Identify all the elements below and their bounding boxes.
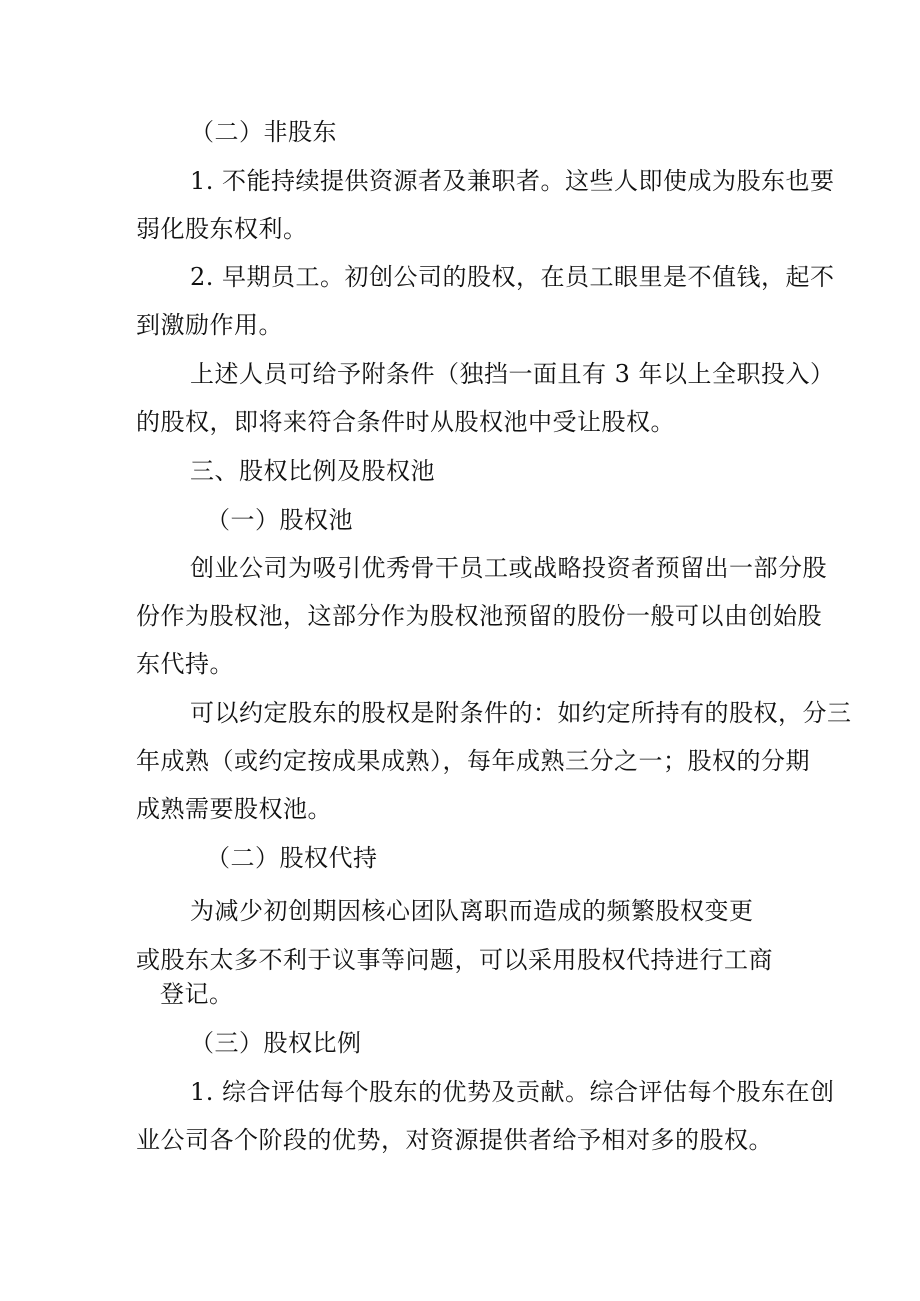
paragraph-line: 业公司各个阶段的优势，对资源提供者给予相对多的股权。: [136, 1126, 773, 1154]
paragraph-line: 可以约定股东的股权是附条件的：如约定所持有的股权，分三: [190, 699, 852, 727]
paragraph-line: 份作为股权池，这部分作为股权池预留的股份一般可以由创始股: [136, 602, 822, 630]
paragraph-line: 弱化股东权利。: [136, 215, 308, 243]
heading-equity-ratio: （三）股权比例: [190, 1029, 362, 1057]
paragraph-line: 登记。: [160, 980, 234, 1008]
paragraph-line: 或股东太多不利于议事等问题，可以采用股权代持进行工商: [136, 946, 773, 974]
paragraph-line: 的股权，即将来符合条件时从股权池中受让股权。: [136, 408, 675, 436]
paragraph-line: 年成熟（或约定按成果成熟），每年成熟三分之一；股权的分期: [136, 747, 810, 775]
paragraph-line: 1. 综合评估每个股东的优势及贡献。综合评估每个股东在创: [190, 1078, 835, 1106]
heading-non-shareholder: （二）非股东: [190, 118, 337, 146]
heading-equity-pool: （一）股权池: [206, 506, 353, 534]
paragraph-line: 创业公司为吸引优秀骨干员工或战略投资者预留出一部分股: [190, 554, 827, 582]
paragraph-line: 成熟需要股权池。: [136, 795, 332, 823]
paragraph-line: 为减少初创期因核心团队离职而造成的频繁股权变更: [190, 897, 754, 925]
paragraph-line: 1. 不能持续提供资源者及兼职者。这些人即使成为股东也要: [190, 167, 835, 195]
paragraph-line: 东代持。: [136, 650, 234, 678]
paragraph-line: 上述人员可给予附条件（独挡一面且有 3 年以上全职投入）: [190, 360, 835, 388]
paragraph-line: 到激励作用。: [136, 311, 283, 339]
heading-section-3: 三、股权比例及股权池: [190, 457, 435, 485]
heading-equity-proxy: （二）股权代持: [206, 844, 378, 872]
paragraph-line: 2. 早期员工。初创公司的股权，在员工眼里是不值钱，起不: [190, 263, 835, 291]
